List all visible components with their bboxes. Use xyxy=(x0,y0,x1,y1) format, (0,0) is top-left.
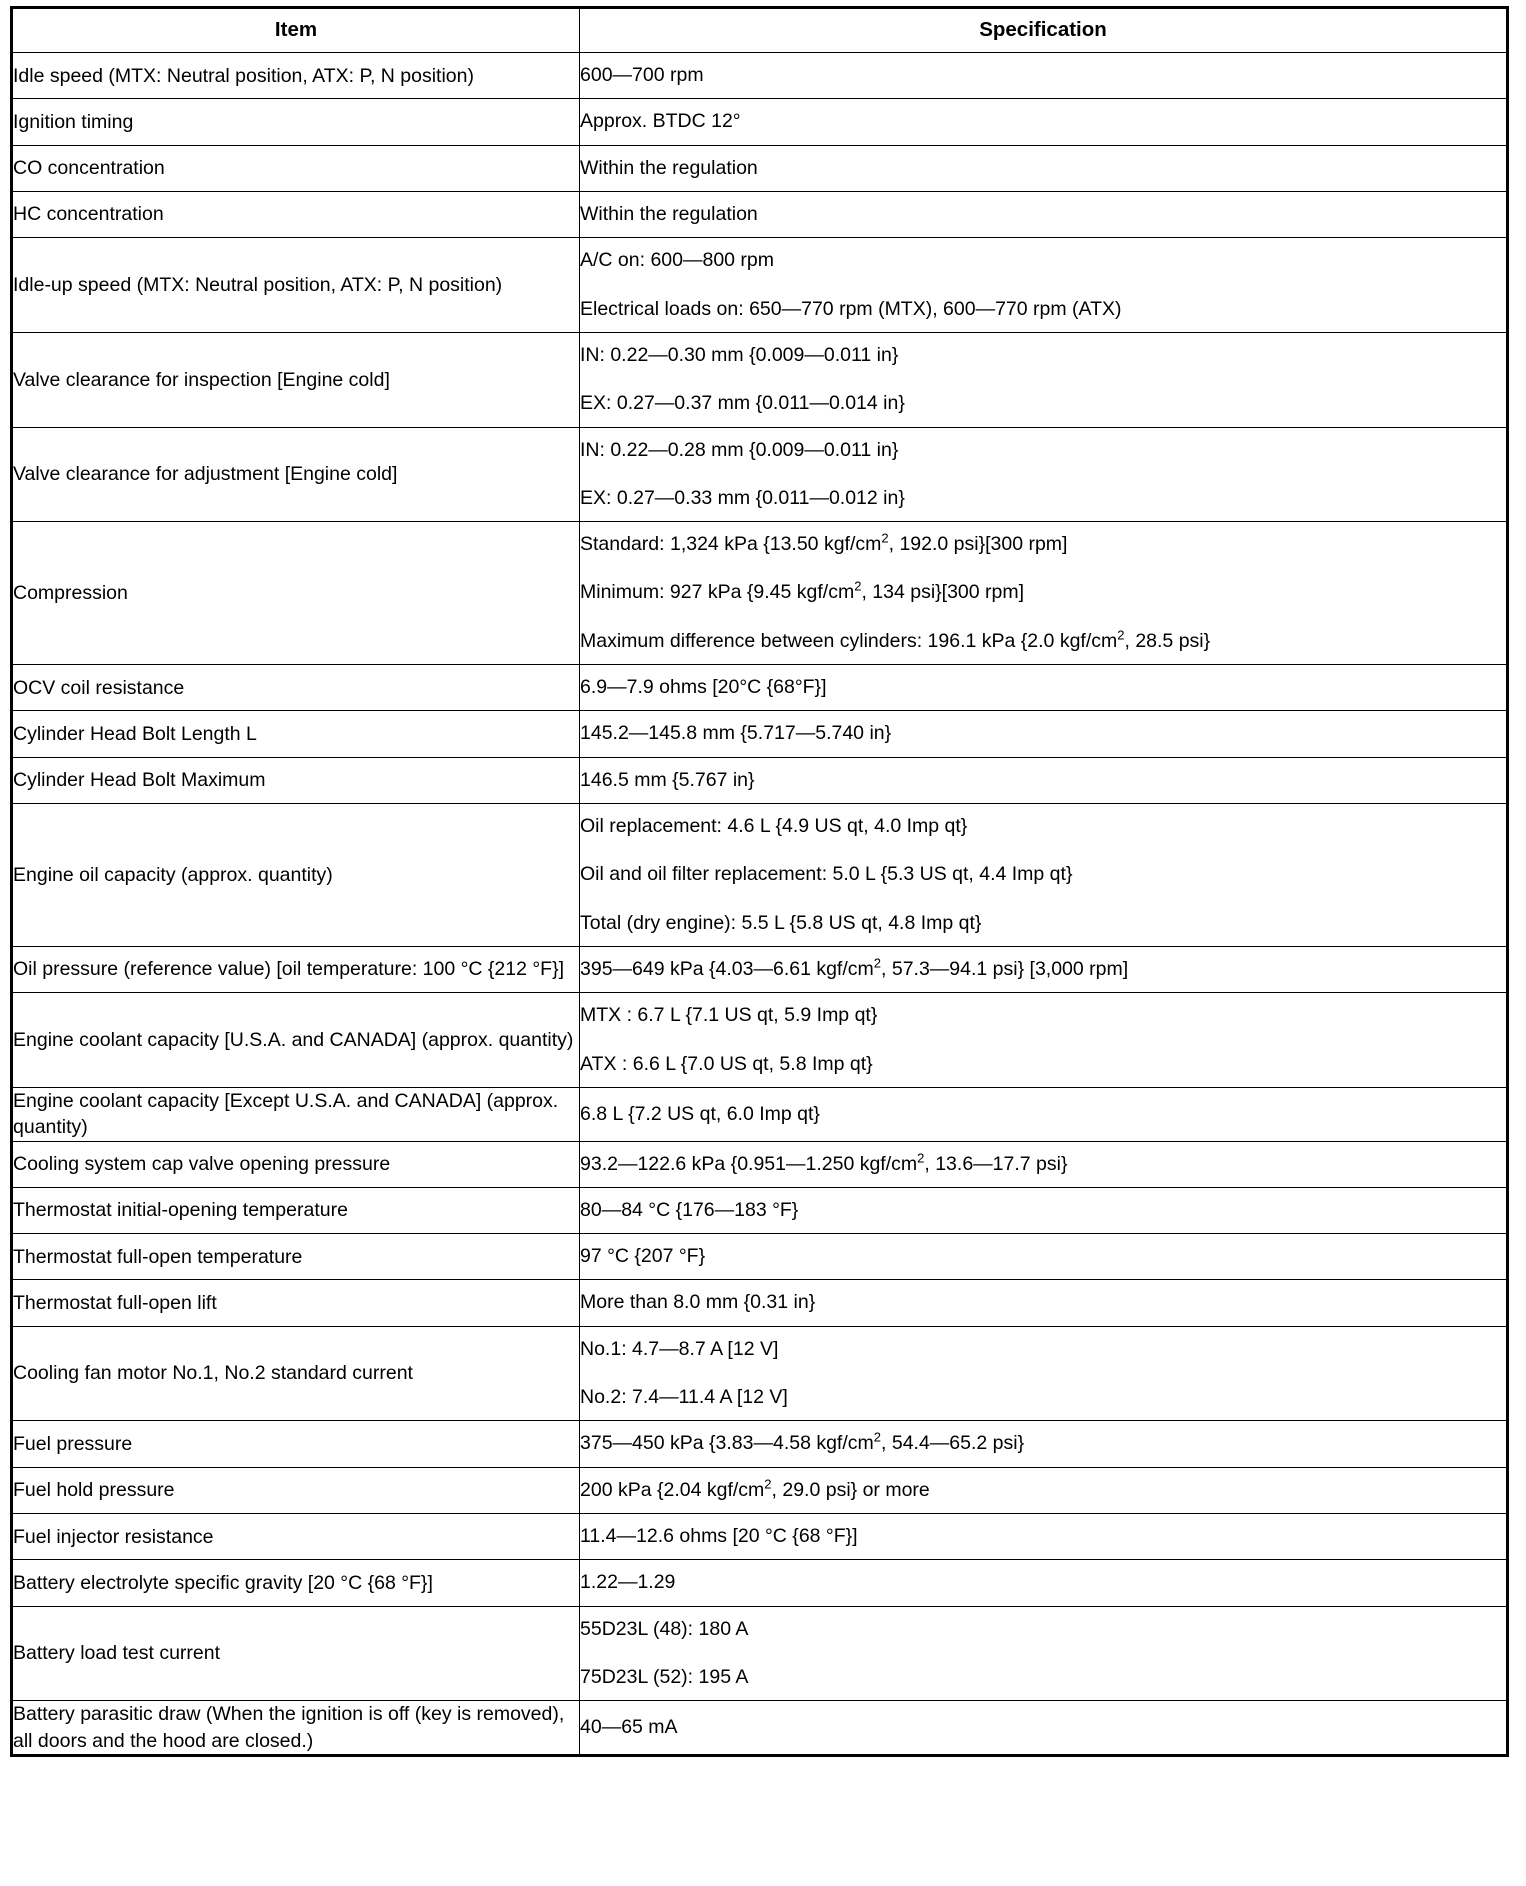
specification-cell xyxy=(580,1701,1508,1756)
specification-line: 55D23L (48): 180 A xyxy=(580,1617,749,1640)
item-cell: Cooling system cap valve opening pressure xyxy=(12,1141,580,1187)
item-cell: Thermostat initial-opening temperature xyxy=(12,1187,580,1233)
specification-cell xyxy=(580,993,1508,1088)
table-row xyxy=(12,332,1508,427)
item-cell: Compression xyxy=(12,522,580,665)
specification-line: 395—649 kPa {4.03—6.61 kgf/$cm^2$, 57.3—94.1 psi} [3,000 rpm] xyxy=(580,955,1129,980)
specification-line: Approx. BTDC 12° xyxy=(580,110,741,133)
specification-line: No.1: 4.7—8.7 A [12 V] xyxy=(580,1337,779,1360)
item-cell: Idle-up speed (MTX: Neutral position, ATX: P, N position) xyxy=(12,238,580,333)
table-row xyxy=(12,711,1508,757)
column-header-item: Item xyxy=(12,8,580,53)
specification-line: 97 °C {207 °F} xyxy=(580,1245,706,1268)
specification-line: Total (dry engine): 5.5 L {5.8 US qt, 4.8 Imp qt} xyxy=(580,911,982,934)
specification-cell xyxy=(580,99,1508,145)
specification-line: 80—84 °C {176—183 °F} xyxy=(580,1198,799,1221)
table-row xyxy=(12,1606,1508,1701)
specification-cell xyxy=(580,145,1508,191)
specification-cell xyxy=(580,1087,1508,1141)
item-cell: Cylinder Head Bolt Length L xyxy=(12,711,580,757)
specification-line: Electrical loads on: 650—770 rpm (MTX), 600—770 rpm (ATX) xyxy=(580,297,1122,320)
specification-line: 75D23L (52): 195 A xyxy=(580,1665,749,1688)
specification-cell xyxy=(580,191,1508,237)
item-cell: HC concentration xyxy=(12,191,580,237)
superscript-two: 2 xyxy=(764,1476,772,1492)
item-cell: Battery load test current xyxy=(12,1606,580,1701)
specification-line: EX: 0.27—0.33 mm {0.011—0.012 in} xyxy=(580,486,905,509)
specification-cell xyxy=(580,238,1508,333)
item-cell: Battery parasitic draw (When the ignition is off (key is removed), all doors and the hood are closed.) xyxy=(12,1701,580,1756)
specification-line: EX: 0.27—0.37 mm {0.011—0.014 in} xyxy=(580,392,905,415)
table-row xyxy=(12,53,1508,99)
specification-cell xyxy=(580,1606,1508,1701)
specification-cell xyxy=(580,1514,1508,1560)
table-row xyxy=(12,522,1508,665)
table-row xyxy=(12,804,1508,947)
specification-cell xyxy=(580,53,1508,99)
item-cell: Idle speed (MTX: Neutral position, ATX: P, N position) xyxy=(12,53,580,99)
specification-line: IN: 0.22—0.30 mm {0.009—0.011 in} xyxy=(580,343,899,366)
column-header-specification: Specification xyxy=(580,8,1508,53)
specification-line: Within the regulation xyxy=(580,202,758,225)
specification-line: Minimum: 927 kPa {9.45 kgf/$cm^2$, 134 psi}[300 rpm] xyxy=(580,578,1025,604)
specification-line: 200 kPa {2.04 kgf/$cm^2$, 29.0 psi} or more xyxy=(580,1476,930,1501)
specification-cell xyxy=(580,332,1508,427)
specification-cell xyxy=(580,1141,1508,1187)
specification-cell xyxy=(580,1467,1508,1513)
item-cell: Fuel pressure xyxy=(12,1421,580,1467)
specification-line: A/C on: 600—800 rpm xyxy=(580,249,775,272)
table-row xyxy=(12,1280,1508,1326)
table-row xyxy=(12,1087,1508,1141)
table-row xyxy=(12,1421,1508,1467)
specification-line: Oil replacement: 4.6 L {4.9 US qt, 4.0 Imp qt} xyxy=(580,815,968,837)
table-row xyxy=(12,665,1508,711)
specification-line: 146.5 mm {5.767 in} xyxy=(580,768,755,791)
specification-cell xyxy=(580,522,1508,665)
table-header xyxy=(12,8,1508,53)
specification-line: Maximum difference between cylinders: 196.1 kPa {2.0 kgf/$cm^2$, 28.5 psi} xyxy=(580,627,1211,652)
item-cell: OCV coil resistance xyxy=(12,665,580,711)
engine-specification-table xyxy=(10,6,1509,1757)
item-cell: Fuel hold pressure xyxy=(12,1467,580,1513)
specification-cell xyxy=(580,1421,1508,1467)
table-row xyxy=(12,1141,1508,1187)
item-cell: Cooling fan motor No.1, No.2 standard current xyxy=(12,1326,580,1421)
specification-line: No.2: 7.4—11.4 A [12 V] xyxy=(580,1386,788,1409)
superscript-two: 2 xyxy=(881,530,889,546)
specification-line: More than 8.0 mm {0.31 in} xyxy=(580,1291,816,1314)
table-row xyxy=(12,1467,1508,1513)
specification-cell xyxy=(580,1280,1508,1326)
specification-line: 145.2—145.8 mm {5.717—5.740 in} xyxy=(580,722,892,745)
item-cell: Valve clearance for inspection [Engine cold] xyxy=(12,332,580,427)
table-body xyxy=(12,53,1508,1756)
item-cell: CO concentration xyxy=(12,145,580,191)
specification-line: IN: 0.22—0.28 mm {0.009—0.011 in} xyxy=(580,438,899,461)
item-cell: Cylinder Head Bolt Maximum xyxy=(12,757,580,803)
table-row xyxy=(12,1560,1508,1606)
specification-line: 40—65 mA xyxy=(580,1715,678,1738)
specification-cell xyxy=(580,1187,1508,1233)
specification-cell xyxy=(580,1560,1508,1606)
superscript-two: 2 xyxy=(1117,627,1125,643)
item-cell: Thermostat full-open temperature xyxy=(12,1234,580,1280)
specification-cell xyxy=(580,757,1508,803)
specification-cell xyxy=(580,665,1508,711)
table-row xyxy=(12,757,1508,803)
specification-line: 600—700 rpm xyxy=(580,64,704,86)
table-header-row xyxy=(12,8,1508,53)
specification-line: MTX : 6.7 L {7.1 US qt, 5.9 Imp qt} xyxy=(580,1004,878,1027)
specification-line: Oil and oil filter replacement: 5.0 L {5.3 US qt, 4.4 Imp qt} xyxy=(580,863,1073,886)
specification-cell xyxy=(580,427,1508,522)
item-cell: Engine coolant capacity [Except U.S.A. and CANADA] (approx. quantity) xyxy=(12,1087,580,1141)
specification-line: ATX : 6.6 L {7.0 US qt, 5.8 Imp qt} xyxy=(580,1052,873,1075)
specification-line: 93.2—122.6 kPa {0.951—1.250 kgf/$cm^2$, 13.6—17.7 psi} xyxy=(580,1150,1068,1175)
specification-line: Within the regulation xyxy=(580,156,758,179)
table-row xyxy=(12,99,1508,145)
specification-cell xyxy=(580,1234,1508,1280)
superscript-two: 2 xyxy=(873,1429,882,1445)
table-row xyxy=(12,1701,1508,1756)
item-cell: Valve clearance for adjustment [Engine cold] xyxy=(12,427,580,522)
table-row xyxy=(12,993,1508,1088)
item-cell: Engine oil capacity (approx. quantity) xyxy=(12,804,580,947)
item-cell: Ignition timing xyxy=(12,99,580,145)
superscript-two: 2 xyxy=(917,1150,925,1165)
specification-cell xyxy=(580,804,1508,947)
table-row xyxy=(12,1514,1508,1560)
table-row xyxy=(12,1187,1508,1233)
item-cell: Thermostat full-open lift xyxy=(12,1280,580,1326)
table-row xyxy=(12,1234,1508,1280)
item-cell: Oil pressure (reference value) [oil temperature: 100 °C {212 °F}] xyxy=(12,946,580,992)
specification-line: 375—450 kPa {3.83—4.58 kgf/$cm^2$, 54.4—65.2 psi} xyxy=(580,1429,1025,1455)
superscript-two: 2 xyxy=(873,955,882,971)
superscript-two: 2 xyxy=(854,578,862,594)
specification-line: 1.22—1.29 xyxy=(580,1571,676,1594)
table-row xyxy=(12,145,1508,191)
specification-line: 6.8 L {7.2 US qt, 6.0 Imp qt} xyxy=(580,1102,820,1125)
table-row xyxy=(12,238,1508,333)
specification-line: 6.9—7.9 ohms [20°C {68°F}] xyxy=(580,676,827,699)
specification-line: 11.4—12.6 ohms [20 °C {68 °F}] xyxy=(580,1525,858,1547)
table-row xyxy=(12,1326,1508,1421)
table-row xyxy=(12,191,1508,237)
item-cell: Engine coolant capacity [U.S.A. and CANADA] (approx. quantity) xyxy=(12,993,580,1088)
item-cell: Battery electrolyte specific gravity [20 °C {68 °F}] xyxy=(12,1560,580,1606)
item-cell: Fuel injector resistance xyxy=(12,1514,580,1560)
table-row xyxy=(12,427,1508,522)
specification-cell xyxy=(580,711,1508,757)
table-row xyxy=(12,946,1508,992)
specification-line: Standard: 1,324 kPa {13.50 kgf/$cm^2$, 192.0 psi}[300 rpm] xyxy=(580,530,1068,556)
specification-cell xyxy=(580,1326,1508,1421)
specification-cell xyxy=(580,946,1508,992)
